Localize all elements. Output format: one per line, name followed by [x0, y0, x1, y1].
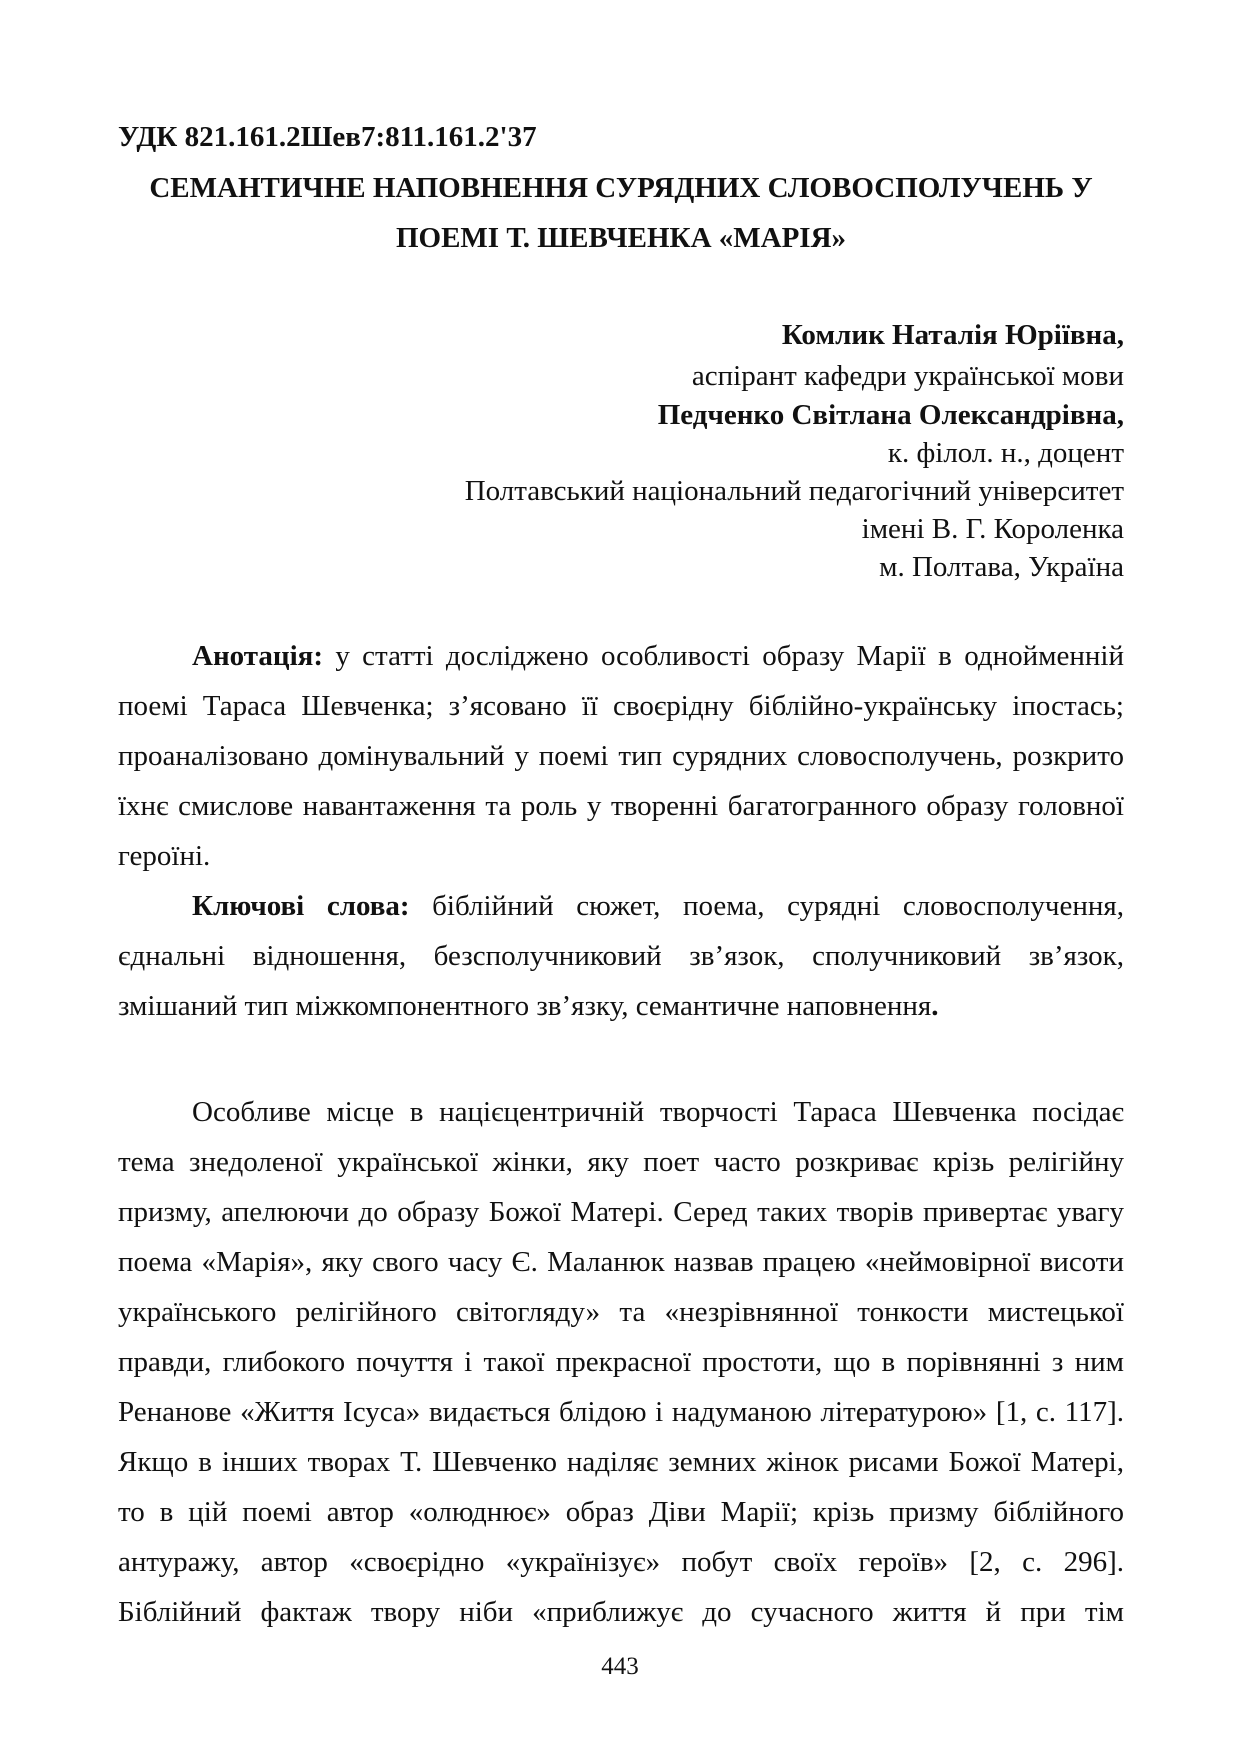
body-line: призму, апелюючи до образу Божої Матері. Серед таких творів привертає увагу: [118, 1196, 1124, 1228]
body-line: українського релігійного світогляду» та «незрівнянної тонкости мистецької: [118, 1296, 1124, 1328]
abstract-line: героїні.: [118, 840, 211, 872]
abstract-line: поемі Тараса Шевченка; з’ясовано її своєрідну біблійно-українську іпостась;: [118, 690, 1124, 722]
page-number: 443: [601, 1653, 639, 1680]
body-line: то в цій поемі автор «олюднює» образ Діви Марії; крізь призму біблійного: [118, 1496, 1124, 1528]
body-line: Біблійний фактаж твору ніби «приближує до сучасного життя й при тім: [118, 1596, 1124, 1628]
body-line: правди, глибокого почуття і такої прекрасної простоти, що в порівнянні з ним: [118, 1346, 1124, 1378]
body-line: Якщо в інших творах Т. Шевченко наділяє земних жінок рисами Божої Матері,: [118, 1446, 1124, 1478]
keywords-line: змішаний тип міжкомпонентного зв’язку, семантичне наповнення.: [118, 990, 939, 1022]
body-line: антуражу, автор «своєрідно «українізує» побут своїх героїв» [2, с. 296].: [118, 1546, 1124, 1578]
abstract-line: їхнє смислове навантаження та роль у творенні багатогранного образу головної: [118, 790, 1124, 822]
keywords-line: єднальні відношення, безсполучниковий зв’язок, сполучниковий зв’язок,: [118, 940, 1124, 972]
body-line: поема «Марія», яку свого часу Є. Маланюк назвав працею «неймовірної висоти: [118, 1246, 1124, 1278]
university-line-1: Полтавський національний педагогічний університет: [464, 475, 1124, 507]
city: м. Полтава, Україна: [879, 551, 1124, 583]
abstract-label: Анотація:: [192, 640, 323, 672]
author-1-role: аспірант кафедри української мови: [691, 360, 1124, 392]
author-1-name: Комлик Наталія Юріївна,: [781, 319, 1124, 351]
author-2-name: Педченко Світлана Олександрівна,: [657, 399, 1124, 431]
abstract-line: Анотація: у статті досліджено особливості образу Марії в однойменній: [192, 640, 1124, 672]
body-line: Особливе місце в націєцентричній творчості Тараса Шевченка посідає: [192, 1096, 1124, 1128]
abstract-line: проаналізовано домінувальний у поемі тип сурядних словосполучень, розкрито: [118, 740, 1124, 772]
title-line-1: СЕМАНТИЧНЕ НАПОВНЕННЯ СУРЯДНИХ СЛОВОСПОЛУЧЕНЬ У: [149, 172, 1093, 204]
university-line-2: імені В. Г. Короленка: [861, 513, 1124, 545]
keywords-line: Ключові слова: біблійний сюжет, поема, сурядні словосполучення,: [192, 890, 1124, 922]
title-line-2: ПОЕМІ Т. ШЕВЧЕНКА «МАРІЯ»: [395, 222, 847, 254]
body-line: Ренанове «Життя Ісуса» видається блідою і надуманою літературою» [1, с. 117].: [118, 1396, 1124, 1428]
author-2-role: к. філол. н., доцент: [887, 437, 1124, 469]
body-line: тема знедоленої української жінки, яку поет часто розкриває крізь релігійну: [118, 1146, 1124, 1178]
udc-code: УДК 821.161.2Шев7:811.161.2'37: [118, 121, 537, 153]
keywords-label: Ключові слова:: [192, 890, 410, 922]
